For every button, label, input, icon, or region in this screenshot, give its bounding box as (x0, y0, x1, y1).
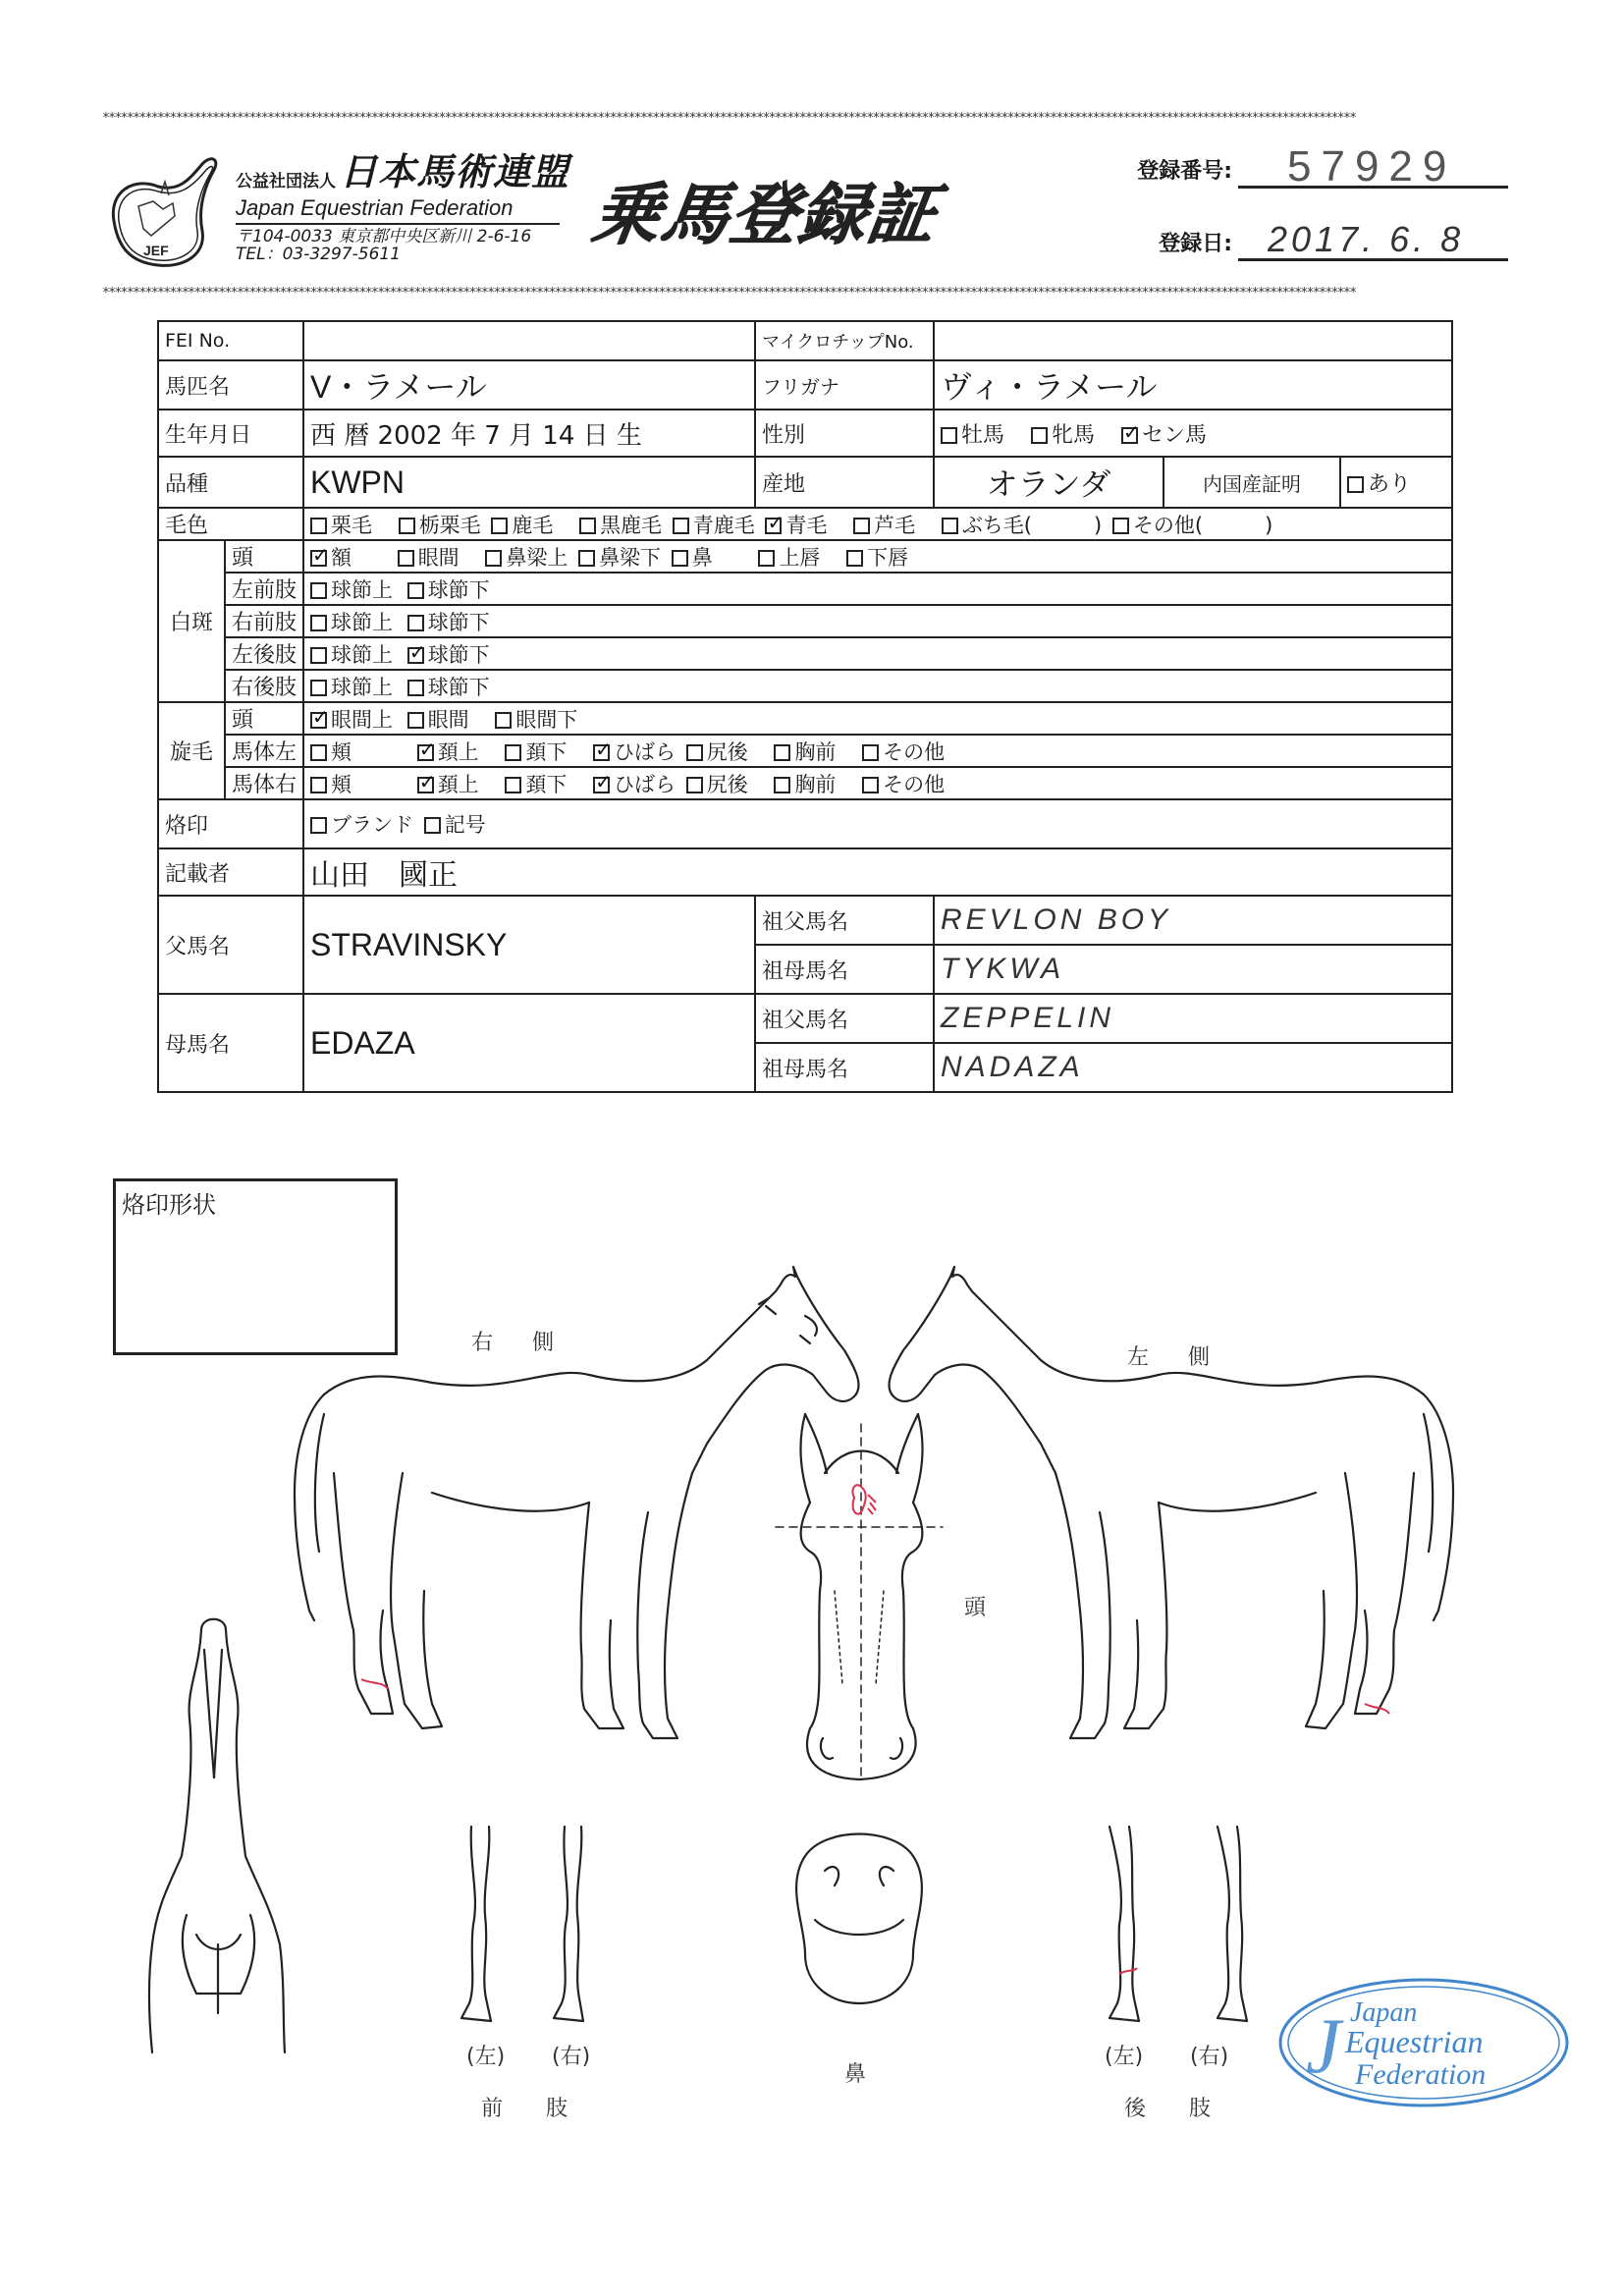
white-head-nose[interactable]: 鼻 (672, 542, 713, 572)
coat-chestnut[interactable]: 栗毛 (310, 510, 372, 539)
checkbox-icon (424, 817, 441, 834)
registration-date-value: 2017. 6. 8 (1238, 218, 1508, 261)
birth-date-value: 西 暦 2002 年 7 月 14 日 生 (303, 410, 755, 457)
microchip-value (934, 321, 1452, 360)
checkbox-icon (505, 744, 521, 761)
white-right-fore-above[interactable]: 球節上 (310, 607, 393, 636)
checkbox-icon (505, 777, 521, 793)
checkbox-icon (686, 777, 703, 793)
coat-black[interactable]: ✓ 青毛 (765, 510, 827, 539)
whorl-right-cheek[interactable]: 頬 (310, 769, 352, 798)
whorls-label: 旋毛 (158, 702, 225, 799)
right-side-label: 右側 (471, 1331, 594, 1355)
origin-label: 産地 (755, 457, 934, 508)
white-right-hind-below[interactable]: 球節下 (407, 672, 490, 701)
horse-nose-icon (796, 1834, 922, 2004)
hindlimbs-icon (1109, 1827, 1247, 2021)
checkbox-icon (310, 744, 327, 761)
checkbox-icon (398, 550, 414, 567)
whorl-head-above-eyes[interactable]: ✓ 眼間上 (310, 704, 393, 734)
coat-dark-chestnut[interactable]: 栃栗毛 (399, 510, 481, 539)
checkbox-icon (673, 518, 689, 534)
registration-date-label: 登録日: (1159, 232, 1232, 256)
whorl-left-rump[interactable]: 尻後 (686, 737, 748, 766)
breed-label: 品種 (158, 457, 303, 508)
horse-head-front-icon (776, 1414, 943, 1779)
origin-value: オランダ (934, 457, 1163, 508)
whorl-head-below-eyes[interactable]: 眼間下 (495, 704, 577, 734)
coat-grey[interactable]: 芦毛 (853, 510, 915, 539)
sex-label: 性別 (755, 410, 934, 457)
sire-grandsire-label: 祖父馬名 (755, 896, 934, 945)
dam-label: 母馬名 (158, 994, 303, 1092)
domestic-cert-option[interactable]: あり (1340, 457, 1452, 508)
registration-table (157, 320, 1453, 1093)
checkbox-icon (407, 615, 424, 631)
jef-logo (104, 152, 232, 270)
horse-name-value: V・ラメール (303, 360, 755, 410)
checkbox-icon (672, 550, 688, 567)
checkbox-icon (774, 777, 790, 793)
brand-options (303, 799, 1452, 848)
whorl-left-cheek[interactable]: 頬 (310, 737, 352, 766)
sex-option-stallion[interactable]: 牡馬 (941, 418, 1004, 449)
svg-text:J: J (1306, 2003, 1341, 2090)
white-marking-left-fore-options (303, 573, 1452, 605)
registration-number-field (1119, 142, 1508, 191)
horse-left-side-icon (889, 1267, 1453, 1738)
corporation-type: 公益社団法人 (236, 172, 336, 191)
white-head-upper-lip[interactable]: 上唇 (758, 542, 820, 572)
white-head-forehead[interactable]: ✓ 額 (310, 542, 352, 572)
whorl-head-options (303, 702, 1452, 735)
checkbox-icon (1347, 476, 1364, 493)
coat-bay[interactable]: 鹿毛 (491, 510, 553, 539)
organization-address: 〒104-0033 東京都中央区新川 2-6-16 (236, 227, 532, 246)
whorl-left-flank[interactable]: ✓ ひばら (593, 737, 676, 766)
head-label: 頭 (964, 1596, 987, 1620)
checkbox-icon (310, 777, 327, 793)
fei-no-value (303, 321, 755, 360)
hindlimb-label: 後 肢 (1124, 2097, 1212, 2121)
checkbox-checked-icon (765, 518, 782, 534)
sire-label: 父馬名 (158, 896, 303, 994)
white-head-lower-bridge[interactable]: 鼻梁下 (578, 542, 661, 572)
breed-value: KWPN (303, 457, 755, 508)
checkbox-icon (407, 582, 424, 599)
left-side-label: 左側 (1127, 1345, 1250, 1370)
white-left-fore-above[interactable]: 球節上 (310, 574, 393, 604)
registration-number-label: 登録番号: (1137, 159, 1232, 184)
whorl-right-flank[interactable]: ✓ ひばら (593, 769, 676, 798)
checkbox-checked-icon (407, 647, 424, 664)
dam-grandsire-value: ZEPPELIN (934, 994, 1452, 1043)
white-marking-part-left-fore: 左前肢 (225, 573, 303, 605)
document-title: 乗馬登録証 (587, 177, 943, 254)
marking-annotations (361, 1485, 1389, 1974)
svg-text:JEF: JEF (143, 243, 169, 258)
brand-option-brand[interactable]: ブランド (310, 809, 413, 839)
white-right-hind-above[interactable]: 球節上 (310, 672, 393, 701)
sire-granddam-value: TYKWA (934, 945, 1452, 994)
white-marking-left-hind-options (303, 637, 1452, 670)
whorl-body-left-options (303, 735, 1452, 767)
organization-name-en: Japan Equestrian Federation (236, 195, 560, 225)
checkbox-icon (491, 518, 508, 534)
jef-stamp (1276, 1974, 1571, 2111)
white-marking-part-head: 頭 (225, 540, 303, 573)
checkbox-icon (310, 680, 327, 696)
dam-granddam-value: NADAZA (934, 1043, 1452, 1092)
svg-text:Federation: Federation (1355, 2058, 1487, 2091)
whorl-right-chest[interactable]: 胸前 (774, 769, 836, 798)
separator-bottom: ************************************************************************************************************************************************************************************************************* (102, 287, 1356, 301)
white-marking-part-right-hind: 右後肢 (225, 670, 303, 702)
checkbox-icon (1112, 518, 1129, 534)
registration-date-field (1119, 218, 1508, 261)
checkbox-icon (942, 518, 958, 534)
fei-no-label: FEI No. (158, 321, 303, 360)
brand-option-symbol[interactable]: 記号 (424, 809, 486, 839)
white-head-lower-lip[interactable]: 下唇 (846, 542, 908, 572)
whorl-part-head: 頭 (225, 702, 303, 735)
hindlimb-left-label: (左) (1105, 2045, 1144, 2069)
horse-front-view-icon (149, 1619, 285, 2052)
coat-color-options (303, 508, 1452, 540)
coat-other[interactable]: その他( ) (1112, 510, 1272, 539)
whorl-head-between-eyes[interactable]: 眼間 (407, 704, 469, 734)
brand-shape-label: 烙印形状 (122, 1191, 216, 1219)
checkbox-icon (407, 712, 424, 729)
microchip-label: マイクロチップNo. (755, 321, 934, 360)
domestic-cert-label: 内国産証明 (1163, 457, 1340, 508)
coat-color-label: 毛色 (158, 508, 303, 540)
sex-options (934, 410, 1452, 457)
svg-text:Japan: Japan (1350, 1997, 1418, 2028)
jef-stamp-icon (1276, 1974, 1571, 2111)
checkbox-icon (485, 550, 502, 567)
sire-grandsire-value: REVLON BOY (934, 896, 1452, 945)
whorl-left-neck-upper[interactable]: ✓ 頚上 (417, 737, 479, 766)
whorl-part-body-left: 馬体左 (225, 735, 303, 767)
white-marking-right-fore-options (303, 605, 1452, 637)
hindlimb-right-label: (右) (1190, 2045, 1229, 2069)
sex-option-gelding[interactable]: ✓ セン馬 (1121, 418, 1207, 449)
checkbox-checked-icon (310, 550, 327, 567)
checkbox-icon (686, 744, 703, 761)
checkbox-icon (310, 817, 327, 834)
white-right-fore-below[interactable]: 球節下 (407, 607, 490, 636)
svg-text:Equestrian: Equestrian (1345, 2024, 1484, 2059)
organization-tel: TEL：03-3297-5611 (236, 245, 402, 264)
white-marking-part-left-hind: 左後肢 (225, 637, 303, 670)
brand-label: 烙印 (158, 799, 303, 848)
organization-block (236, 152, 569, 263)
checkbox-icon (941, 427, 957, 444)
white-marking-head-options (303, 540, 1452, 573)
recorder-value: 山田 國正 (303, 848, 1452, 896)
checkbox-icon (846, 550, 863, 567)
checkbox-checked-icon (593, 744, 610, 761)
checkbox-checked-icon (417, 777, 434, 793)
organization-name-jp: 日本馬術連盟 (340, 150, 570, 193)
white-markings-label: 白斑 (158, 540, 225, 702)
coat-brown[interactable]: 青鹿毛 (673, 510, 755, 539)
checkbox-icon (758, 550, 775, 567)
coat-dark-bay[interactable]: 黒鹿毛 (579, 510, 662, 539)
checkbox-icon (862, 744, 879, 761)
forelimbs-icon (461, 1827, 583, 2021)
checkbox-icon (399, 518, 415, 534)
whorl-left-other[interactable]: その他 (862, 737, 945, 766)
checkbox-icon (774, 744, 790, 761)
white-left-hind-above[interactable]: 球節上 (310, 639, 393, 669)
checkbox-icon (1031, 427, 1048, 444)
whorl-left-chest[interactable]: 胸前 (774, 737, 836, 766)
forelimb-label: 前 肢 (481, 2097, 568, 2121)
sire-granddam-label: 祖母馬名 (755, 945, 934, 994)
checkbox-icon (310, 518, 327, 534)
checkbox-checked-icon (417, 744, 434, 761)
recorder-label: 記載者 (158, 848, 303, 896)
whorl-right-other[interactable]: その他 (862, 769, 945, 798)
sex-option-mare[interactable]: 牝馬 (1031, 418, 1095, 449)
checkbox-icon (310, 615, 327, 631)
checkbox-checked-icon (593, 777, 610, 793)
horse-name-label: 馬匹名 (158, 360, 303, 410)
white-marking-right-hind-options (303, 670, 1452, 702)
forelimb-left-label: (左) (466, 2045, 506, 2069)
nose-label: 鼻 (844, 2062, 867, 2087)
white-marking-part-right-fore: 右前肢 (225, 605, 303, 637)
furigana-value: ヴィ・ラメール (934, 360, 1452, 410)
checkbox-icon (310, 647, 327, 664)
whorl-body-right-options (303, 767, 1452, 799)
whorl-right-neck-upper[interactable]: ✓ 頚上 (417, 769, 479, 798)
checkbox-checked-icon (310, 712, 327, 729)
checkbox-checked-icon (1121, 427, 1138, 444)
whorl-part-body-right: 馬体右 (225, 767, 303, 799)
registration-number-value: 57929 (1238, 145, 1508, 189)
checkbox-icon (853, 518, 870, 534)
checkbox-icon (407, 680, 424, 696)
dam-value: EDAZA (303, 994, 755, 1092)
checkbox-icon (862, 777, 879, 793)
separator-top: ************************************************************************************************************************************************************************************************************* (102, 112, 1356, 126)
forelimb-right-label: (右) (552, 2045, 591, 2069)
dam-granddam-label: 祖母馬名 (755, 1043, 934, 1092)
whorl-right-neck-lower[interactable]: 頚下 (505, 769, 567, 798)
checkbox-icon (495, 712, 512, 729)
white-left-hind-below[interactable]: ✓ 球節下 (407, 639, 490, 669)
furigana-label: フリガナ (755, 360, 934, 410)
checkbox-icon (578, 550, 595, 567)
white-head-upper-bridge[interactable]: 鼻梁上 (485, 542, 568, 572)
whorl-left-neck-lower[interactable]: 頚下 (505, 737, 567, 766)
saddle-logo-icon (104, 152, 232, 270)
white-head-between-eyes[interactable]: 眼間 (398, 542, 460, 572)
sire-value: STRAVINSKY (303, 896, 755, 994)
checkbox-icon (310, 582, 327, 599)
coat-pinto[interactable]: ぶち毛( ) (942, 510, 1102, 539)
birth-date-label: 生年月日 (158, 410, 303, 457)
whorl-right-rump[interactable]: 尻後 (686, 769, 748, 798)
brand-shape-box (113, 1178, 398, 1355)
white-left-fore-below[interactable]: 球節下 (407, 574, 490, 604)
dam-grandsire-label: 祖父馬名 (755, 994, 934, 1043)
checkbox-icon (579, 518, 596, 534)
